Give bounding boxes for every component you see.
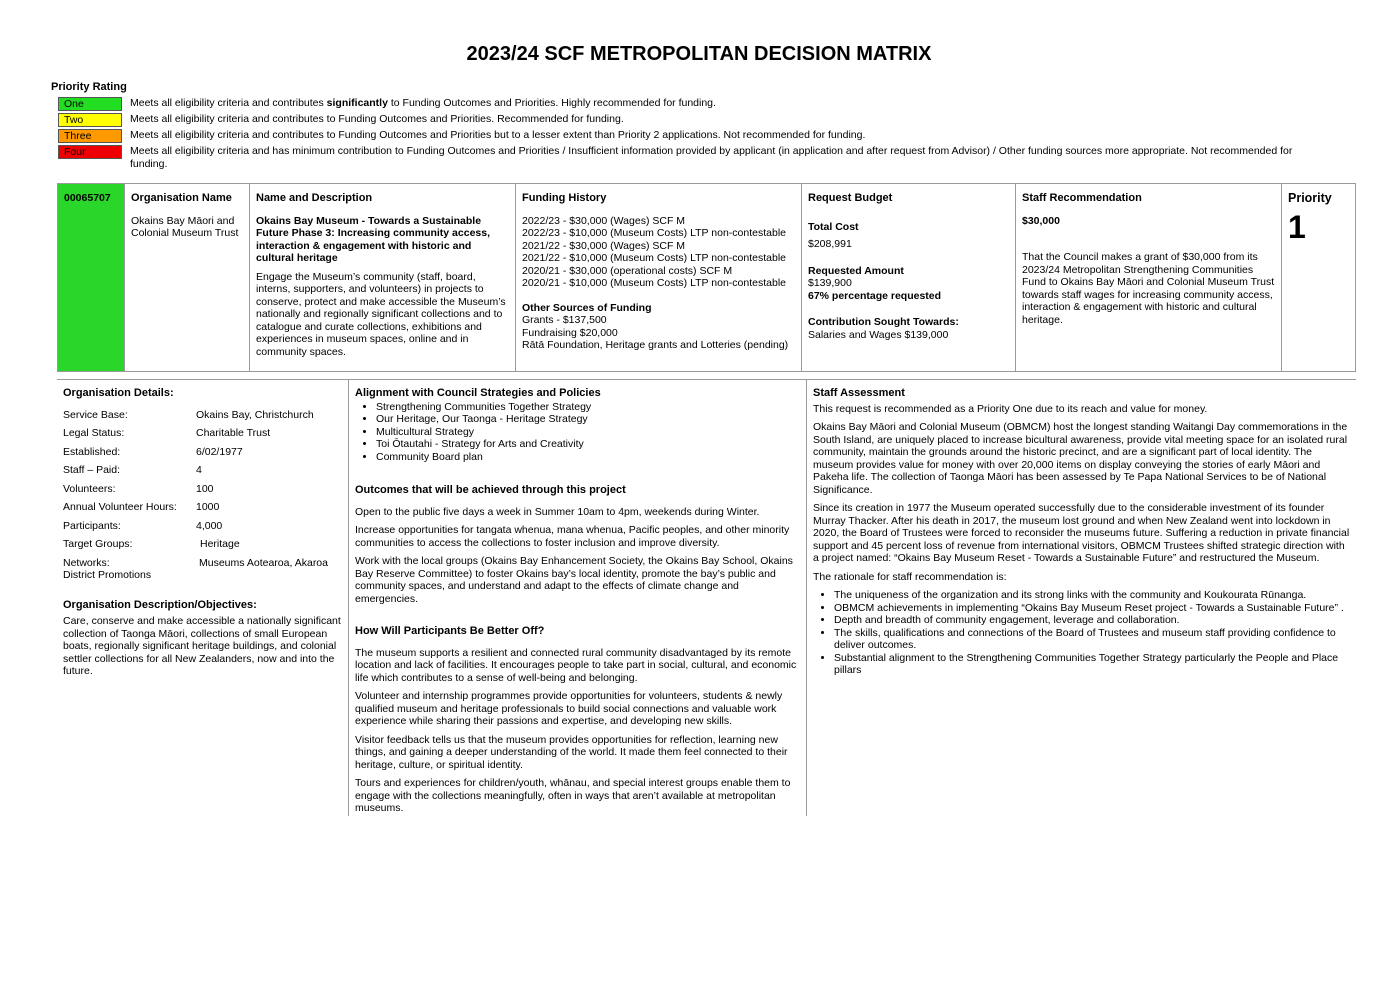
staff-assessment-heading: Staff Assessment [813, 387, 905, 399]
history-item: 2021/22 - $30,000 (Wages) SCF M [522, 239, 686, 252]
history-item: 2022/23 - $30,000 (Wages) SCF M [522, 214, 686, 227]
detail-row: Target Groups: Heritage [63, 538, 240, 550]
outcomes-heading: Outcomes that will be achieved through this project [355, 484, 626, 496]
legend-swatch: Two [58, 113, 122, 127]
legend-text: Meets all eligibility criteria and contributes significantly to Funding Outcomes and Priorities. Highly recommended for funding. [130, 97, 716, 109]
description-cell [250, 184, 516, 371]
priority-legend [58, 97, 1318, 172]
contribution-label: Contribution Sought Towards: [808, 316, 959, 328]
total-cost: $208,991 [808, 238, 852, 250]
detail-row: Volunteers: 100 [63, 482, 214, 495]
other-sources-heading: Other Sources of Funding [522, 301, 652, 314]
funding-history-heading: Funding History [522, 192, 607, 204]
other-source: Fundraising $20,000 [522, 326, 618, 339]
networks-row: Networks: Museums Aotearoa, Akaroa District Promotions [63, 556, 328, 581]
requested-label: Requested Amount [808, 264, 904, 277]
priority-heading: Priority [1288, 191, 1332, 205]
org-name: Okains Bay Māori and Colonial Museum Trust [131, 214, 239, 239]
list-item: • Substantial alignment to the Strengthening Communities Together Strategy particularly the People and Place pillars [834, 652, 1350, 677]
legend-text: Meets all eligibility criteria and has minimum contribution to Funding Outcomes and Priorities / Insufficient information provided by applicant (in application and after request from Advisor) / Other funding sources more appropriate. Not recommended for funding. [130, 145, 1293, 170]
better-off-paragraph: The museum supports a resilient and connected rural community disadvantaged by its remote location and lack of facilities. It encourages people to take part in social, cultural, and economic life which contributes to a sense of well-being and belonging. [355, 646, 797, 684]
history-item: 2022/23 - $10,000 (Museum Costs) LTP non-contestable [522, 227, 787, 239]
detail-row: Legal Status: Charitable Trust [63, 427, 271, 439]
detail-row: Staff – Paid: 4 [63, 464, 202, 476]
list-item: • Depth and breadth of community engagement, leverage and collaboration. [834, 614, 1350, 627]
org-description-heading: Organisation Description/Objectives: [63, 598, 257, 611]
list-item: • Community Board plan [376, 451, 800, 464]
priority-value: 1 [1288, 208, 1306, 245]
project-description: Engage the Museum’s community (staff, board, interns, supporters, and volunteers) in projects to conserve, protect and make accessible the Museum’s nationally and regionally significant collections and to catalogue and curate collections, exhibitions and experiences in museum spaces, online and in community spaces. [256, 270, 506, 358]
assessment-paragraph: The rationale for staff recommendation is: [813, 570, 1007, 583]
column-divider [806, 380, 807, 816]
requested-amount: $139,900 [808, 277, 852, 289]
better-off-paragraph: Volunteer and internship programmes provide opportunities for volunteers, students & newly qualified museum and heritage professionals to build social connections and valuable work experience while sharing their passions and expertise, and developing new skills. [355, 690, 783, 727]
funding-history-cell [516, 184, 802, 371]
staff-recommendation-heading: Staff Recommendation [1022, 192, 1142, 204]
organisation-details [63, 387, 343, 678]
rationale-list [813, 589, 1350, 677]
list-item: • The uniqueness of the organization and its strong links with the community and Koukourata Rūnanga. [834, 589, 1350, 602]
staff-recommendation-cell [1016, 184, 1282, 371]
alignment-heading: Alignment with Council Strategies and Policies [355, 387, 601, 399]
better-off-heading: How Will Participants Be Better Off? [355, 625, 545, 637]
org-name-heading: Organisation Name [131, 192, 232, 204]
list-item: • The skills, qualifications and connections of the Board of Trustees and museum staff providing confidence to deliver outcomes. [834, 627, 1350, 652]
legend-row-three [58, 129, 1318, 143]
project-title: Okains Bay Museum - Towards a Sustainable Future Phase 3: Increasing community access, interaction & engagement with historic and cultural heritage [256, 214, 491, 264]
strategy-list [355, 401, 800, 464]
legend-row-four [58, 145, 1318, 170]
staff-rec-amount: $30,000 [1022, 214, 1060, 227]
section-divider [57, 379, 1356, 380]
other-source: Grants - $137,500 [522, 314, 607, 326]
legend-text: Meets all eligibility criteria and contributes to Funding Outcomes and Priorities. Recommended for funding. [130, 113, 624, 125]
priority-rating-heading: Priority Rating [51, 81, 127, 93]
list-item: • Toi Ōtautahi - Strategy for Arts and Creativity [376, 438, 800, 451]
total-cost-label: Total Cost [808, 220, 859, 233]
better-off-paragraph: Visitor feedback tells us that the museum provides opportunities for reflection, learning new things, and gaining a deeper understanding of the world. It made them feel connected to their heritage, culture, or spiritual identity. [355, 733, 788, 771]
alignment-section [355, 387, 800, 821]
page-title: 2023/24 SCF METROPOLITAN DECISION MATRIX [466, 43, 932, 65]
staff-rec-text: That the Council makes a grant of $30,000 from its 2023/24 Metropolitan Strengthening Communities Fund to Okains Bay Māori and Colonial Museum Trust towards staff wages for increasing community access, interaction & engagement with historic and cultural heritage. [1022, 251, 1275, 326]
request-budget-heading: Request Budget [808, 192, 893, 204]
list-item: • OBMCM achievements in implementing “Okains Bay Museum Reset project - Towards a Sustainable Future” . [834, 602, 1350, 615]
application-summary-table [57, 183, 1356, 372]
history-item: 2020/21 - $10,000 (Museum Costs) LTP non-contestable [522, 277, 787, 289]
legend-swatch: Three [58, 129, 122, 143]
history-item: 2021/22 - $10,000 (Museum Costs) LTP non-contestable [522, 252, 787, 264]
column-divider [348, 380, 349, 816]
outcome-paragraph: Open to the public five days a week in Summer 10am to 4pm, weekends during Winter. [355, 505, 760, 518]
assessment-paragraph: This request is recommended as a Priority One due to its reach and value for money. [813, 402, 1208, 415]
list-item: • Multicultural Strategy [376, 426, 800, 439]
outcome-paragraph: Increase opportunities for tangata whenua, mana whenua, Pacific peoples, and other minority communities to access the collections to foster inclusion and improve diversity. [355, 524, 790, 549]
history-item: 2020/21 - $30,000 (operational costs) SCF M [522, 264, 733, 277]
legend-text: Meets all eligibility criteria and contributes to Funding Outcomes and Priorities but to a lesser extent than Priority 2 applications. Not recommended for funding. [130, 129, 866, 141]
detail-row: Annual Volunteer Hours: 1000 [63, 501, 220, 513]
legend-swatch: One [58, 97, 122, 111]
contribution-value: Salaries and Wages $139,000 [808, 328, 949, 341]
application-id: 00065707 [58, 184, 125, 371]
priority-cell [1282, 184, 1355, 371]
other-source: Rātā Foundation, Heritage grants and Lotteries (pending) [522, 339, 789, 351]
better-off-paragraph: Tours and experiences for children/youth, whānau, and special interest groups enable them to engage with the collections meaningfully, often in ways that aren’t available at metropolitan museums. [355, 777, 791, 814]
request-budget-cell [802, 184, 1016, 371]
org-details-heading: Organisation Details: [63, 387, 174, 399]
percent-requested: 67% percentage requested [808, 289, 942, 302]
org-description: Care, conserve and make accessible a nationally significant collection of Taonga Māori, collections of small European boats, regionally significant heritage buildings, and colonial settler collections for all New Zealanders, now and into the future. [63, 615, 341, 677]
org-name-cell [125, 184, 250, 371]
assessment-paragraph: Since its creation in 1977 the Museum operated successfully due to the considerable investment of its founder Murray Thacker. After his death in 2017, the museum lost ground and when New Zealand went into lockdown in 2020, the Board of Trustees were forced to reconsider the museums future. Suffering a reduction in private financial support and 45 percent loss of revenue from international visitors, OBMCM Trustees shifted strategic direction with a project named: “Okains Bay Museum Reset - Towards a Sustainable Future” and restructured the Museum. [813, 502, 1350, 564]
staff-assessment-section [813, 387, 1350, 677]
detail-row: Established: 6/02/1977 [63, 445, 243, 458]
legend-row-one [58, 97, 1318, 111]
detail-row: Participants: 4,000 [63, 519, 223, 532]
legend-swatch: Four [58, 145, 122, 159]
outcome-paragraph: Work with the local groups (Okains Bay Enhancement Society, the Okains Bay School, Okains Bay Reserve Committee) to foster Okains bay’s local identity, promote the bay’s public and community spaces, and understand and adapt to the effects of climate change and emergencies. [355, 555, 793, 605]
assessment-paragraph: Okains Bay Māori and Colonial Museum (OBMCM) host the longest standing Waitangi Day commemorations in the South Island, are uniquely placed to increase bicultural awareness, provide vital meeting space for an isolated rural community, maintain the grounds around the historic precinct, and are a significant part of local identity. The museum provides value for money with over 20,000 items on display conveying the stories of early Māori and Pakeha life. The collection of Taonga Māori has been assessed by Te Papa National Services to be of National Significance. [813, 421, 1348, 496]
list-item: • Our Heritage, Our Taonga - Heritage Strategy [376, 413, 800, 426]
description-heading: Name and Description [256, 192, 373, 204]
list-item: • Strengthening Communities Together Strategy [376, 401, 800, 414]
detail-row: Service Base: Okains Bay, Christchurch [63, 408, 314, 421]
legend-row-two [58, 113, 1318, 127]
